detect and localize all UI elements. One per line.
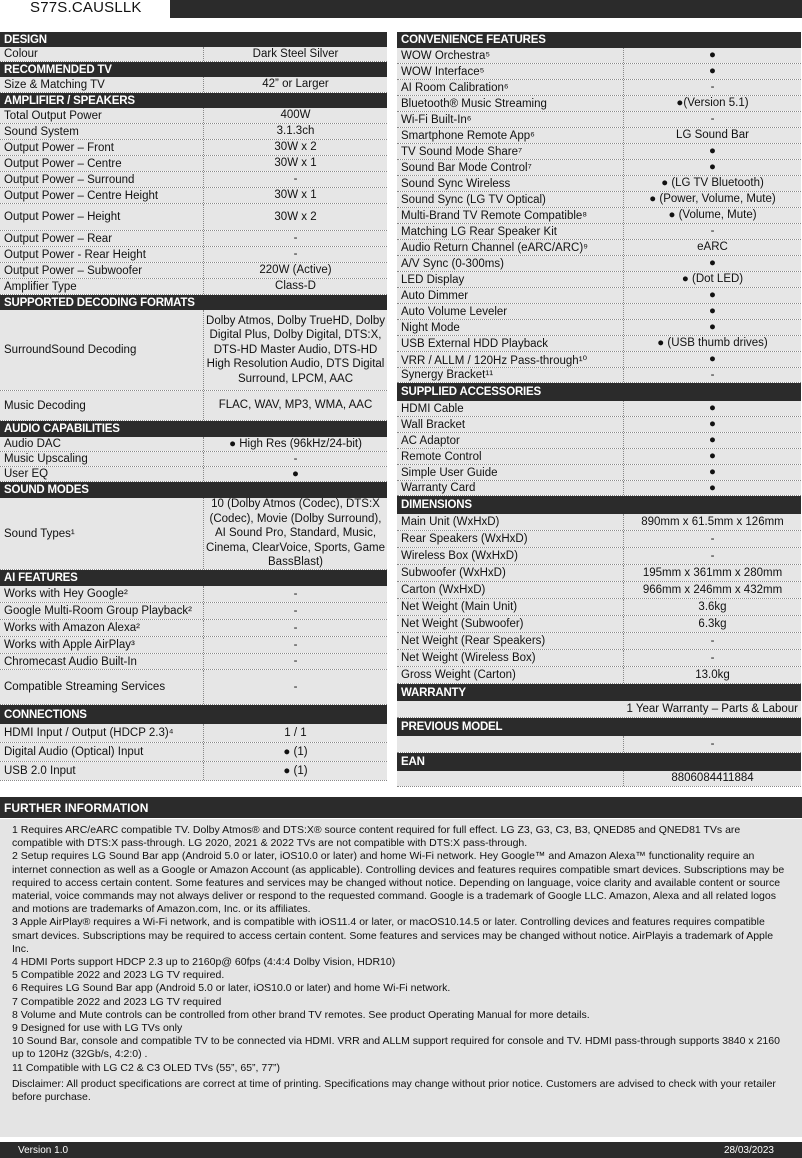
version-label: Version 1.0	[18, 1144, 69, 1156]
spec-label: Colour	[0, 47, 204, 61]
further-information-body	[0, 819, 802, 1137]
spec-label: Sound Types¹	[0, 498, 204, 569]
spec-row	[0, 172, 387, 188]
audio-capabilities-section-header	[0, 421, 387, 437]
warranty-section-header	[397, 684, 801, 701]
spec-label: Output Power – Height	[0, 204, 204, 230]
spec-row	[397, 771, 801, 787]
spec-label: Auto Volume Leveler	[397, 304, 624, 319]
spec-label: A/V Sync (0-300ms)	[397, 256, 624, 271]
section-title: CONVENIENCE FEATURES	[401, 34, 546, 46]
spec-label: AC Adaptor	[397, 433, 624, 448]
spec-value: -	[624, 736, 801, 752]
spec-row	[397, 465, 801, 481]
spec-row	[397, 582, 801, 599]
spec-label: Sound System	[0, 124, 204, 139]
bottom-bar	[0, 1142, 802, 1158]
section-title: WARRANTY	[401, 686, 466, 699]
spec-label: Total Output Power	[0, 108, 204, 123]
spec-value: ● (1)	[204, 743, 387, 761]
spec-value: 3.6kg	[624, 599, 801, 615]
spec-row	[397, 304, 801, 320]
spec-value: -	[624, 548, 801, 564]
spec-row	[397, 80, 801, 96]
further-information-header	[0, 797, 802, 818]
spec-row	[0, 498, 387, 570]
spec-row	[397, 128, 801, 144]
spec-value: eARC	[624, 240, 801, 255]
spec-row	[397, 481, 801, 496]
spec-value: 30W x 1	[204, 156, 387, 171]
spec-value: -	[624, 368, 801, 382]
spec-label: Gross Weight (Carton)	[397, 667, 624, 683]
spec-label: Night Mode	[397, 320, 624, 335]
spec-row	[397, 48, 801, 64]
spec-row	[397, 336, 801, 352]
spec-row	[0, 108, 387, 124]
footnote: 4 HDMI Ports support HDCP 2.3 up to 2160p@ 60fps (4:4:4 Dolby Vision, HDR10)	[12, 956, 396, 969]
spec-value: 8806084411884	[624, 771, 801, 786]
further-information-title: FURTHER INFORMATION	[4, 800, 149, 815]
footnote: 1 Requires ARC/eARC compatible TV. Dolby Atmos® and DTS:X® source content required for full effect. LG Z3, G3, C3, B3, QNED85 and QNED81 TVs are compatible with DTS:X pass-through. LG 2020, 2021 & 2022 TVs are not compatible with DTS:X pass-through.	[12, 824, 741, 850]
spec-value: 400W	[204, 108, 387, 123]
spec-label: Size & Matching TV	[0, 77, 204, 92]
footnote: 6 Requires LG Sound Bar app (Android 5.0 or later, iOS10.0 or later) and home Wi-Fi network.	[12, 982, 451, 995]
spec-value: ● (LG TV Bluetooth)	[624, 176, 801, 191]
spec-label: Main Unit (WxHxD)	[397, 514, 624, 530]
spec-value: -	[204, 231, 387, 246]
spec-label: Works with Apple AirPlay³	[0, 637, 204, 653]
spec-row	[397, 240, 801, 256]
spec-row	[397, 701, 801, 718]
spec-label: WOW Orchestra⁵	[397, 48, 624, 63]
spec-value: Class-D	[204, 279, 387, 294]
spec-value: ●(Version 5.1)	[624, 96, 801, 111]
spec-value: Dark Steel Silver	[204, 47, 387, 61]
spec-value: FLAC, WAV, MP3, WMA, AAC	[204, 391, 387, 420]
spec-label: Output Power – Subwoofer	[0, 263, 204, 278]
spec-label: USB 2.0 Input	[0, 762, 204, 780]
convenience-section-header	[397, 32, 801, 48]
spec-row	[0, 620, 387, 637]
spec-label: Google Multi-Room Group Playback²	[0, 603, 204, 619]
spec-label: Output Power - Rear Height	[0, 247, 204, 262]
spec-value: ●	[624, 401, 801, 416]
spec-row	[0, 467, 387, 482]
spec-label: HDMI Input / Output (HDCP 2.3)⁴	[0, 724, 204, 742]
spec-value: 42” or Larger	[204, 77, 387, 92]
spec-value: ●	[624, 449, 801, 464]
spec-value: 30W x 1	[204, 188, 387, 203]
spec-row	[0, 247, 387, 263]
spec-row	[397, 514, 801, 531]
footnote: 9 Designed for use with LG TVs only	[12, 1022, 183, 1035]
spec-label: Net Weight (Subwoofer)	[397, 616, 624, 632]
spec-label: Output Power – Centre Height	[0, 188, 204, 203]
spec-row	[0, 603, 387, 620]
footnote: 3 Apple AirPlay® requires a Wi-Fi network, and is compatible with iOS11.4 or later, or macOS10.14.5 or later. Controlling devices and features requires compatible smart devices. Subscriptions may be required to access certain content. Some features and services may be changed without notice. AirPlayis a trademark of Apple Inc.	[12, 916, 774, 955]
spec-value: -	[204, 452, 387, 466]
spec-row	[0, 310, 387, 391]
spec-label: Music Decoding	[0, 391, 204, 420]
spec-value: 1 / 1	[204, 724, 387, 742]
disclaimer: Disclaimer: All product specifications are correct at time of printing. Specifications may change without prior notice. Customers are advised to check with your retailer before purchase.	[12, 1077, 776, 1104]
section-title: SUPPLIED ACCESSORIES	[401, 386, 541, 398]
spec-value: ●	[624, 144, 801, 159]
dimensions-section-header	[397, 496, 801, 514]
spec-label: Works with Hey Google²	[0, 586, 204, 602]
section-title: SUPPORTED DECODING FORMATS	[4, 296, 195, 309]
spec-row	[397, 368, 801, 383]
spec-row	[397, 548, 801, 565]
spec-row	[397, 192, 801, 208]
spec-value: 30W x 2	[204, 140, 387, 155]
spec-label: Synergy Bracket¹¹	[397, 368, 624, 382]
spec-value: -	[204, 586, 387, 602]
spec-row	[397, 433, 801, 449]
spec-value: Dolby Atmos, Dolby TrueHD, Dolby Digital Plus, Dolby Digital, DTS:X, DTS-HD Master Audio, DTS-HD High Resolution Audio, DTS Digital Surround, LPCM, AAC	[204, 310, 387, 390]
spec-label: Wireless Box (WxHxD)	[397, 548, 624, 564]
spec-row	[397, 449, 801, 465]
spec-row	[0, 47, 387, 62]
spec-value: LG Sound Bar	[624, 128, 801, 143]
section-title: SOUND MODES	[4, 484, 89, 496]
section-title: PREVIOUS MODEL	[401, 721, 503, 733]
spec-label: Output Power – Rear	[0, 231, 204, 246]
spec-row	[397, 352, 801, 368]
spec-row	[0, 724, 387, 743]
spec-row	[397, 144, 801, 160]
spec-row	[0, 654, 387, 670]
section-title: CONNECTIONS	[4, 708, 87, 721]
spec-value: 10 (Dolby Atmos (Codec), DTS:X (Codec), Movie (Dolby Surround), AI Sound Pro, Standard, Music, Cinema, ClearVoice, Sports, Game BassBlast)	[204, 498, 387, 569]
spec-row	[397, 160, 801, 176]
spec-value: ●	[624, 352, 801, 367]
spec-value: ● (Volume, Mute)	[624, 208, 801, 223]
spec-value: -	[204, 172, 387, 187]
spec-row	[397, 633, 801, 650]
spec-label: Audio Return Channel (eARC/ARC)⁹	[397, 240, 624, 255]
section-title: AMPLIFIER / SPEAKERS	[4, 94, 135, 107]
spec-row	[397, 64, 801, 80]
connections-section-header	[0, 705, 387, 724]
spec-label: Rear Speakers (WxHxD)	[397, 531, 624, 547]
spec-value: 890mm x 61.5mm x 126mm	[624, 514, 801, 530]
spec-label: Wi-Fi Built-In⁶	[397, 112, 624, 127]
spec-row	[397, 565, 801, 582]
spec-label: Bluetooth® Music Streaming	[397, 96, 624, 111]
sound-modes-section-header	[0, 482, 387, 498]
spec-row	[0, 156, 387, 172]
spec-value: ● (Dot LED)	[624, 272, 801, 287]
spec-label: Carton (WxHxD)	[397, 582, 624, 598]
spec-row	[0, 231, 387, 247]
spec-row	[397, 224, 801, 240]
ean-section-header	[397, 753, 801, 771]
spec-label: Output Power – Centre	[0, 156, 204, 171]
ai-features-section-header	[0, 570, 387, 586]
right-spec-column	[397, 32, 801, 787]
previous-model-section-header	[397, 718, 801, 736]
spec-label: Remote Control	[397, 449, 624, 464]
spec-row	[397, 208, 801, 224]
spec-row	[397, 401, 801, 417]
spec-value: -	[624, 224, 801, 239]
spec-row	[0, 637, 387, 654]
spec-label: Output Power – Surround	[0, 172, 204, 187]
section-title: DESIGN	[4, 33, 47, 46]
spec-value: -	[204, 637, 387, 653]
section-title: AUDIO CAPABILITIES	[4, 423, 120, 435]
spec-value: -	[204, 654, 387, 669]
spec-label: Chromecast Audio Built-In	[0, 654, 204, 669]
spec-label: USB External HDD Playback	[397, 336, 624, 351]
spec-value: ● (1)	[204, 762, 387, 780]
spec-value: ● (USB thumb drives)	[624, 336, 801, 351]
spec-label: Music Upscaling	[0, 452, 204, 466]
spec-row	[0, 391, 387, 421]
spec-row	[0, 140, 387, 156]
footnote: 8 Volume and Mute controls can be controlled from other brand TV remotes. See product Operating Manual for more details.	[12, 1008, 590, 1021]
recommended-tv-section-header	[0, 62, 387, 77]
spec-label: Matching LG Rear Speaker Kit	[397, 224, 624, 239]
spec-row	[0, 762, 387, 781]
spec-value: -	[624, 112, 801, 127]
spec-value: ●	[624, 433, 801, 448]
spec-label: WOW Interface⁵	[397, 64, 624, 79]
spec-label: Compatible Streaming Services	[0, 670, 204, 704]
footnote: 7 Compatible 2022 and 2023 LG TV required	[12, 995, 222, 1008]
spec-value: 1 Year Warranty – Parts & Labour	[397, 701, 801, 717]
spec-label: TV Sound Mode Share⁷	[397, 144, 624, 159]
spec-label: User EQ	[0, 467, 204, 481]
spec-label: Smartphone Remote App⁶	[397, 128, 624, 143]
footnote: 11 Compatible with LG C2 & C3 OLED TVs (55”, 65”, 77”)	[12, 1061, 281, 1074]
spec-label: Sound Sync (LG TV Optical)	[397, 192, 624, 207]
spec-value: ●	[624, 304, 801, 319]
amplifier-section-header	[0, 93, 387, 108]
spec-value: -	[204, 620, 387, 636]
spec-value: 13.0kg	[624, 667, 801, 683]
spec-label: VRR / ALLM / 120Hz Pass-through¹⁰	[397, 352, 624, 367]
model-tab	[0, 0, 170, 18]
spec-value: ●	[624, 465, 801, 480]
spec-row	[0, 670, 387, 705]
spec-row	[0, 77, 387, 93]
spec-label: Net Weight (Wireless Box)	[397, 650, 624, 666]
spec-label: Net Weight (Main Unit)	[397, 599, 624, 615]
spec-value: ●	[624, 160, 801, 175]
spec-value: 195mm x 361mm x 280mm	[624, 565, 801, 581]
spec-value: ●	[624, 481, 801, 495]
decoding-section-header	[0, 295, 387, 310]
spec-row	[397, 599, 801, 616]
spec-label: Sound Sync Wireless	[397, 176, 624, 191]
footnote: 5 Compatible 2022 and 2023 LG TV required.	[12, 969, 225, 982]
spec-value: ● High Res (96kHz/24-bit)	[204, 437, 387, 451]
spec-label: SurroundSound Decoding	[0, 310, 204, 390]
spec-value: 966mm x 246mm x 432mm	[624, 582, 801, 598]
spec-label: Output Power – Front	[0, 140, 204, 155]
spec-label: Multi-Brand TV Remote Compatible⁸	[397, 208, 624, 223]
spec-row	[397, 320, 801, 336]
spec-value: -	[204, 603, 387, 619]
spec-value: -	[624, 650, 801, 666]
spec-label: Sound Bar Mode Control⁷	[397, 160, 624, 175]
spec-label: Net Weight (Rear Speakers)	[397, 633, 624, 649]
spec-label: Simple User Guide	[397, 465, 624, 480]
spec-label-empty	[397, 771, 624, 786]
spec-value: 220W (Active)	[204, 263, 387, 278]
design-section-header	[0, 32, 387, 47]
spec-value: -	[624, 633, 801, 649]
spec-value: ●	[624, 256, 801, 271]
spec-label: Amplifier Type	[0, 279, 204, 294]
spec-row	[397, 96, 801, 112]
spec-value: ●	[624, 417, 801, 432]
spec-label: Wall Bracket	[397, 417, 624, 432]
spec-row	[397, 272, 801, 288]
spec-row	[397, 176, 801, 192]
spec-label: Audio DAC	[0, 437, 204, 451]
spec-label: Subwoofer (WxHxD)	[397, 565, 624, 581]
footnote: 10 Sound Bar, console and compatible TV to be connected via HDMI. VRR and ALLM support required for console and TV. HDMI pass-through supports 3840 x 2160 up to 120Hz (32Gb/s, 4:2:0) .	[12, 1035, 780, 1061]
spec-row	[0, 204, 387, 231]
spec-value: ●	[624, 288, 801, 303]
spec-row	[397, 256, 801, 272]
spec-value: ●	[204, 467, 387, 481]
spec-label: LED Display	[397, 272, 624, 287]
spec-row	[0, 263, 387, 279]
spec-label: Warranty Card	[397, 481, 624, 495]
spec-row	[0, 279, 387, 295]
section-title: DIMENSIONS	[401, 499, 472, 511]
spec-row	[397, 650, 801, 667]
spec-row	[397, 531, 801, 548]
spec-row	[397, 616, 801, 633]
spec-row	[397, 667, 801, 684]
date-label: 28/03/2023	[723, 1144, 774, 1156]
spec-value: -	[204, 670, 387, 704]
spec-row	[0, 743, 387, 762]
spec-value: 3.1.3ch	[204, 124, 387, 139]
section-title: AI FEATURES	[4, 572, 78, 584]
spec-label: AI Room Calibration⁶	[397, 80, 624, 95]
spec-label: HDMI Cable	[397, 401, 624, 416]
spec-row	[397, 736, 801, 753]
spec-row	[0, 124, 387, 140]
spec-value: -	[624, 80, 801, 95]
spec-value: ● (Power, Volume, Mute)	[624, 192, 801, 207]
spec-label-empty	[397, 736, 624, 752]
spec-row	[0, 586, 387, 603]
spec-value: -	[204, 247, 387, 262]
spec-value: ●	[624, 320, 801, 335]
spec-value: -	[624, 531, 801, 547]
footnote: 2 Setup requires LG Sound Bar app (Android 5.0 or later, iOS10.0 or later) and home Wi-Fi network. Hey Google™ and Amazon Alexa™ functionality require an internet connection as well as a Google or Amazon Account (as applicable). Controlling devices and features requires compatible smart devices. Subscriptions may be required to access certain content. Some features and services may be changed without notice. Depending on language, voice clarity and available content or source material, voice commands may not always deliver or respond to the requested command. Google is a trademark of Google LLC. Amazon, Alexa and all related logos and motions are trademarks of Amazon.com, Inc. or its affiliates.	[12, 850, 785, 916]
spec-row	[397, 288, 801, 304]
spec-row	[397, 417, 801, 433]
spec-value: 6.3kg	[624, 616, 801, 632]
spec-label: Digital Audio (Optical) Input	[0, 743, 204, 761]
spec-label: Works with Amazon Alexa²	[0, 620, 204, 636]
left-spec-column	[0, 32, 387, 781]
accessories-section-header	[397, 383, 801, 401]
spec-row	[397, 112, 801, 128]
spec-value: 30W x 2	[204, 204, 387, 230]
section-title: EAN	[401, 756, 425, 768]
spec-value: ●	[624, 64, 801, 79]
spec-value: ●	[624, 48, 801, 63]
model-number: S77S.CAUSLLK	[30, 0, 142, 16]
spec-row	[0, 188, 387, 204]
spec-row	[0, 452, 387, 467]
spec-row	[0, 437, 387, 452]
section-title: RECOMMENDED TV	[4, 63, 112, 76]
spec-label: Auto Dimmer	[397, 288, 624, 303]
